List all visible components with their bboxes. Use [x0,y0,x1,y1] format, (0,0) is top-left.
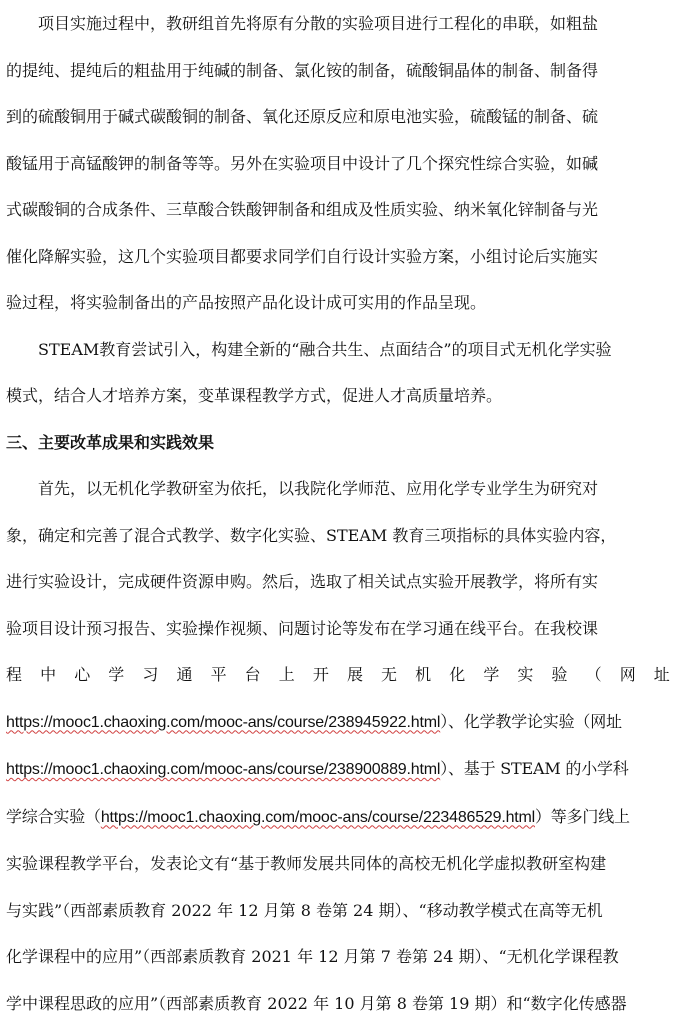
char: 机 [415,652,431,699]
text-line: 模式，结合人才培养方案，变革课程教学方式，促进人才高质量培养。 [6,373,670,420]
char: 验 [552,652,568,699]
text-line: 验项目设计预习报告、实验操作视频、问题讨论等发布在学习通在线平台。在我校课 [6,606,670,653]
text-line: 与实践”（西部素质教育 2022 年 12 月第 8 卷第 24 期）、“移动教学模式在高等无机 [6,888,670,935]
text-line [6,699,670,747]
char: 网 [620,652,636,699]
paragraph-results [6,466,670,1027]
char: 展 [347,652,363,699]
text-line [6,794,670,842]
text-fragment: ）等多门线上 [535,807,630,826]
course-link-inorganic[interactable]: https://mooc1.chaoxing.com/mooc-ans/course/238945922.html [6,714,440,731]
text-line [6,746,670,794]
text-line: 项目实施过程中，教研组首先将原有分散的实验项目进行工程化的串联，如粗盐 [6,1,670,48]
char: 化 [449,652,465,699]
text-line: 学中课程思政的应用”（西部素质教育 2022 年 10 月第 8 卷第 19 期）和“数字化传感器 [6,981,670,1027]
text-line: 进行实验设计，完成硬件资源申购。然后，选取了相关试点实验开展教学，将所有实 [6,559,670,606]
text-line: 实验课程教学平台，发表论文有“基于教师发展共同体的高校无机化学虚拟教研室构建 [6,841,670,888]
char: 址 [654,652,670,699]
char: （ [586,652,602,699]
char: 实 [517,652,533,699]
text-line: 催化降解实验，这几个实验项目都要求同学们自行设计实验方案，小组讨论后实施实 [6,234,670,281]
text-line: 式碳酸铜的合成条件、三草酸合铁酸钾制备和组成及性质实验、纳米氧化锌制备与光 [6,187,670,234]
char: 中 [40,652,56,699]
course-link-steam[interactable]: https://mooc1.chaoxing.com/mooc-ans/course/223486529.html [101,809,535,826]
paragraph-steam [6,327,670,420]
text-line: 象，确定和完善了混合式教学、数字化实验、STEAM 教育三项指标的具体实验内容， [6,513,670,560]
text-line: 化学课程中的应用”（西部素质教育 2021 年 12 月第 7 卷第 24 期）、“无机化学课程教 [6,934,670,981]
char: 习 [142,652,158,699]
text-line: 酸锰用于高锰酸钾的制备等等。另外在实验项目中设计了几个探究性综合实验，如碱 [6,141,670,188]
document-page [6,0,670,1027]
text-line: 的提纯、提纯后的粗盐用于纯碱的制备、氯化铵的制备，硫酸铜晶体的制备、制备得 [6,48,670,95]
section-heading: 三、主要改革成果和实践效果 [6,420,670,467]
char: 学 [108,652,124,699]
char: 平 [211,652,227,699]
char: 台 [245,652,261,699]
char: 无 [381,652,397,699]
course-link-pedagogy[interactable]: https://mooc1.chaoxing.com/mooc-ans/course/238900889.html [6,761,440,778]
char: 上 [279,652,295,699]
char: 通 [176,652,192,699]
text-fragment: 学综合实验（ [6,807,101,826]
text-fragment: ）、基于 STEAM 的小学科 [440,759,628,778]
text-line: 首先，以无机化学教研室为依托，以我院化学师范、应用化学专业学生为研究对 [6,466,670,513]
text-fragment: ）、化学教学论实验（网址 [440,712,622,731]
char: 开 [313,652,329,699]
text-line: 到的硫酸铜用于碱式碳酸铜的制备、氧化还原反应和原电池实验，硫酸锰的制备、硫 [6,94,670,141]
char: 学 [483,652,499,699]
justified-line [6,652,670,699]
text-line: 验过程，将实验制备出的产品按照产品化设计成可实用的作品呈现。 [6,280,670,327]
text-line: STEAM教育尝试引入，构建全新的“融合共生、点面结合”的项目式无机化学实验 [6,327,670,374]
paragraph-project-implementation [6,0,670,327]
char: 心 [74,652,90,699]
char: 程 [6,652,22,699]
